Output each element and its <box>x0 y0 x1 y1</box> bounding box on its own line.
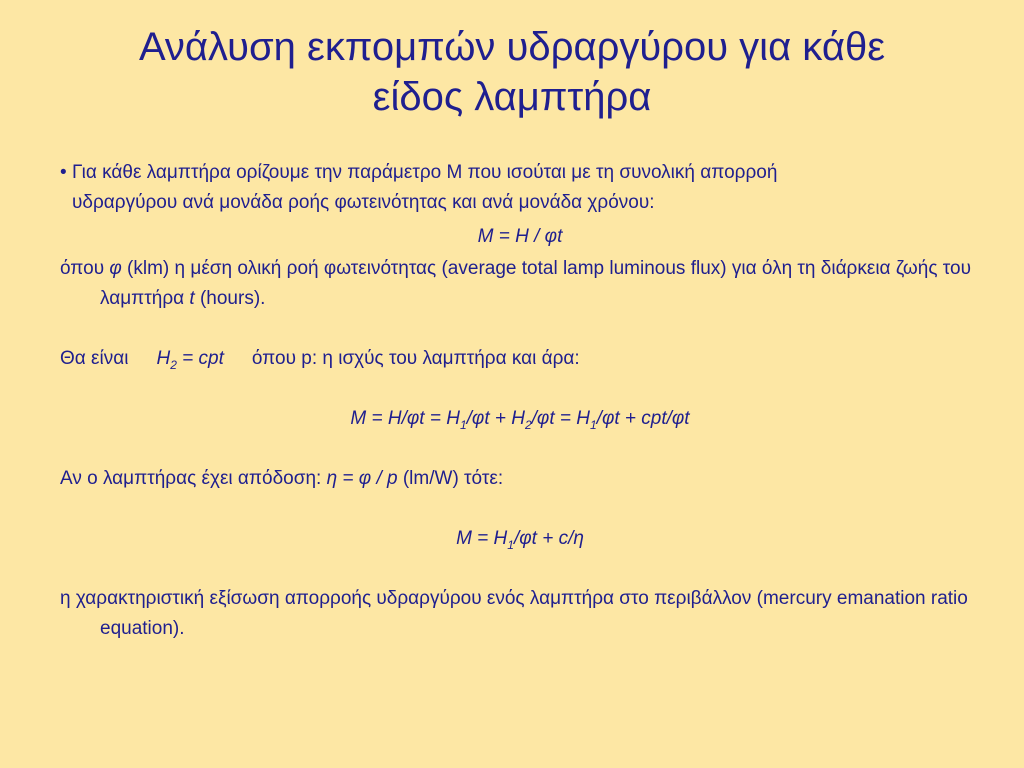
eq2-sub-3: 1 <box>589 417 597 432</box>
t-symbol: t <box>189 288 195 309</box>
equation-m-final <box>60 524 980 554</box>
eq3-part-2: /φt + c/η <box>513 528 584 549</box>
eta-equation: η = φ / p <box>326 468 398 489</box>
slide-title <box>0 22 1024 122</box>
equation-m-definition: M = H / φt <box>477 226 563 247</box>
phi-prefix: όπου <box>60 258 110 279</box>
h2-equation <box>156 348 224 372</box>
h2-prefix: Θα είναι <box>60 348 129 369</box>
phi-symbol: φ <box>109 258 122 279</box>
bullet-text-line-1: Για κάθε λαμπτήρα ορίζουμε την παράμετρο M που ισούται με τη συνολική απορροή <box>72 162 778 183</box>
bullet-text-line-2: υδραργύρου ανά μονάδα ροής φωτεινότητας και ανά μονάδα χρόνου: <box>72 192 655 213</box>
final-paragraph: η χαρακτηριστική εξίσωση απορροής υδραργύρου ενός λαμπτήρα στο περιβάλλον (mercury emanation ratio equation). <box>60 588 968 639</box>
phi-description: (klm) η μέση ολική ροή φωτεινότητας (average total lamp luminous flux) για όλη τη διάρκεια ζωής του λαμπτήρα <box>100 258 971 309</box>
bullet-marker: • <box>60 162 67 183</box>
eta-suffix: (lm/W) τότε: <box>397 468 504 489</box>
h2-subscript: 2 <box>170 357 177 372</box>
equation-m-expansion <box>60 404 980 434</box>
eq2-part-3: /φt = H <box>531 408 590 429</box>
eq2-part-1: M = H/φt = H <box>350 408 460 429</box>
eq3-sub-1: 1 <box>507 537 514 552</box>
title-line-1: Ανάλυση εκπομπών υδραργύρου για κάθε <box>138 25 886 69</box>
eta-paragraph <box>60 464 980 494</box>
eq2-part-4: /φt + cpt/φt <box>596 408 690 429</box>
h2-suffix: όπου p: η ισχύς του λαμπτήρα και άρα: <box>251 348 580 369</box>
title-line-2: είδος λαμπτήρα <box>372 75 652 119</box>
bullet-paragraph <box>32 158 980 218</box>
eq2-sub-1: 1 <box>459 417 467 432</box>
eq2-part-2: /φt + H <box>466 408 525 429</box>
h2-h: H <box>156 348 171 369</box>
eq2-sub-2: 2 <box>524 417 532 432</box>
phi-suffix: (hours). <box>194 288 266 309</box>
eta-prefix: Αν ο λαμπτήρας έχει απόδοση: <box>60 468 327 489</box>
slide-body <box>60 158 980 644</box>
eq3-part-1: M = H <box>456 528 508 549</box>
phi-paragraph <box>60 254 980 314</box>
h2-rhs: = cpt <box>176 348 224 369</box>
h2-paragraph <box>60 344 980 374</box>
